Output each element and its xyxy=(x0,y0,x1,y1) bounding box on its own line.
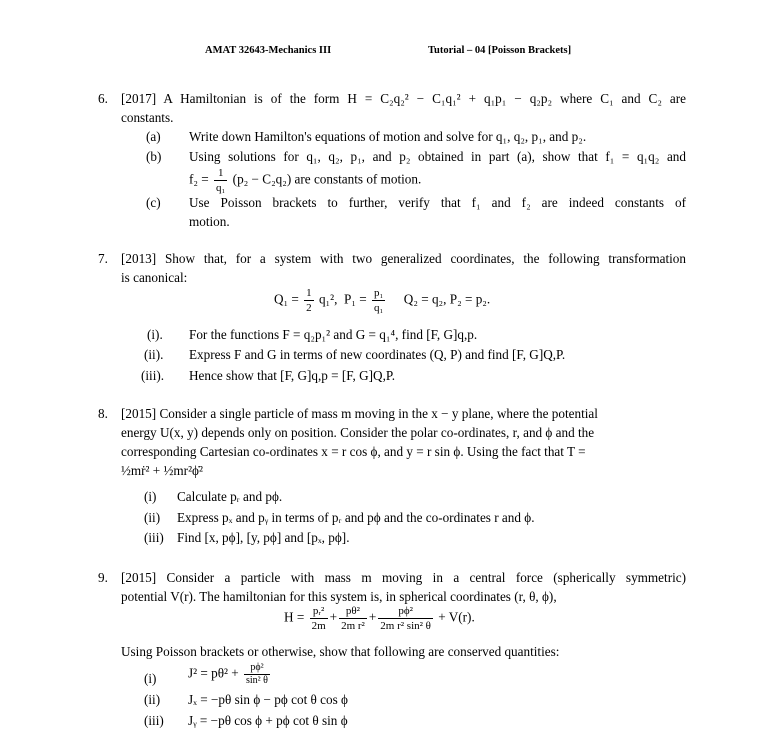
q6-number: 6. xyxy=(98,91,108,106)
q9-t3-num: pϕ² xyxy=(378,604,433,619)
q9-t2-den: 2m r² xyxy=(341,620,365,632)
q9-t1-den: 2m xyxy=(311,620,326,632)
q7-eq-half xyxy=(304,286,314,315)
q7-ii-text: Express F and G in terms of new coordinates (Q, P) and find [F, G]Q,P. xyxy=(189,347,566,362)
q6-b-label: (b) xyxy=(146,149,162,164)
q9-t3-den: 2m r² sin² θ xyxy=(380,620,431,632)
q9-number: 9. xyxy=(98,570,108,585)
q9-H-lhs: H = xyxy=(284,609,305,625)
q7-line1: [2013] Show that, for a system with two generalized coordinates, the following transformation xyxy=(121,251,686,266)
q7-transformation-equation xyxy=(274,286,490,315)
q7-eq-q1: q₁ xyxy=(373,302,384,314)
q9-term-pr xyxy=(310,604,328,633)
q8-line2: energy U(x, y) depends only on position. Consider the polar co-ordinates, r, and ϕ and the xyxy=(121,425,595,440)
q7-eq-half-den: 2 xyxy=(306,302,312,314)
q6-b-frac-den: q₁ xyxy=(216,182,226,194)
q8-iii-label: (iii) xyxy=(144,530,164,545)
q8-line1: [2015] Consider a single particle of mass m moving in the x − y plane, where the potential xyxy=(121,406,598,421)
q8-i-label: (i) xyxy=(144,489,157,504)
q6-line1: [2017] A Hamiltonian is of the form H = C₂q₂² − C₁q₁² + q₁p₁ − q₂p₂ where C₁ and C₂ are xyxy=(121,91,686,106)
course-title: AMAT 32643-Mechanics III xyxy=(205,45,332,56)
q7-eq-Q1: Q₁ = xyxy=(274,291,299,307)
q6-a-text: Write down Hamilton's equations of motion and solve for q₁, q₂, p₁, and p₂. xyxy=(189,129,587,144)
q6-b-f2: f₂ = xyxy=(189,171,209,187)
q9-ii-text: Jₓ = −pθ sin ϕ − pϕ cot θ cos ϕ xyxy=(188,692,348,707)
tutorial-title: Tutorial – 04 [Poisson Brackets] xyxy=(428,45,572,56)
q9-i-fraction xyxy=(244,662,270,687)
q8-line3: corresponding Cartesian co-ordinates x = r cos ϕ, and y = r sin ϕ. Using the fact that T = xyxy=(121,444,586,459)
q9-i-expression xyxy=(188,662,272,687)
q8-number: 8. xyxy=(98,406,108,421)
q7-number: 7. xyxy=(98,251,108,266)
q9-line1: [2015] Consider a particle with mass m moving in a central force (spherically symmetric) xyxy=(121,570,686,585)
q9-term-ptheta xyxy=(339,604,367,633)
q6-b-text2: (p₂ − C₂q₂) are constants of motion. xyxy=(232,171,422,187)
q9-ii-label: (ii) xyxy=(144,692,161,707)
q7-i-text: For the functions F = q₂p₁² and G = q₁⁴, find [F, G]q,p. xyxy=(189,327,478,342)
q7-eq-p1-over-q1 xyxy=(372,286,385,315)
q9-i-frac-num: pϕ² xyxy=(244,662,270,675)
q9-t2-num: pθ² xyxy=(339,604,367,619)
q6-b-fraction xyxy=(214,166,227,195)
q9-i-frac-den: sin² θ xyxy=(246,675,268,686)
q7-iii-text: Hence show that [F, G]q,p = [F, G]Q,P. xyxy=(189,368,396,383)
q8-ii-label: (ii) xyxy=(144,510,161,525)
q9-i-text: J² = pθ² + xyxy=(188,665,239,681)
q6-c-text1: Use Poisson brackets to further, verify that f₁ and f₂ are indeed constants of xyxy=(189,195,686,210)
q8-iii-text: Find [x, pϕ], [y, pϕ] and [pₓ, pϕ]. xyxy=(177,530,350,545)
q7-eq-p1: p₁ xyxy=(373,287,384,299)
q6-c-label: (c) xyxy=(146,195,161,210)
q6-b-line2 xyxy=(189,166,421,195)
q7-iii-label: (iii). xyxy=(141,368,165,383)
q6-c-text2: motion. xyxy=(189,214,230,229)
q7-eq-P1: P₁ = xyxy=(344,291,367,307)
q6-b-frac-num: 1 xyxy=(214,166,227,181)
q7-eq-half-num: 1 xyxy=(306,287,312,299)
q7-i-label: (i). xyxy=(147,327,163,342)
q9-line2: potential V(r). The hamiltonian for this system is, in spherical coordinates (r, θ, ϕ), xyxy=(121,589,557,604)
q6-b-text1: Using solutions for q₁, q₂, p₁, and p₂ obtained in part (a), show that f₁ = q₁q₂ and xyxy=(189,149,686,164)
q9-hamiltonian: H = $\frac{\text{pᵣ²}}{2m}$ + $\frac{\text{pθ²}}{\text{2m r²}}$ + $\frac{\text{pϕ²}}{\text{2m r² sin² θ}}$ + V(r). xyxy=(284,605,475,632)
q7-eq-q1sq: q₁², xyxy=(318,291,338,307)
q9-iii-label: (iii) xyxy=(144,713,164,728)
q9-iii-text: Jᵧ = −pθ cos ϕ + pϕ cot θ sin ϕ xyxy=(188,713,348,728)
q8-ii-text: Express pₓ and pᵧ in terms of pᵣ and pϕ and the co-ordinates r and ϕ. xyxy=(177,510,535,525)
q9-i-label: (i) xyxy=(144,671,157,686)
q8-i-text: Calculate pᵣ and pϕ. xyxy=(177,489,283,504)
q8-line4: ½mṙ² + ½mr²ϕ̇² xyxy=(121,463,203,478)
q7-line2: is canonical: xyxy=(121,270,188,285)
q6-line2: constants. xyxy=(121,110,174,125)
q7-ii-label: (ii). xyxy=(144,347,164,362)
q9-line3: Using Poisson brackets or otherwise, show that following are conserved quantities: xyxy=(121,644,560,659)
q6-a-label: (a) xyxy=(146,129,161,144)
q7-eq-rest: Q₂ = q₂, P₂ = p₂. xyxy=(403,291,491,307)
q9-t1-num: pᵣ² xyxy=(310,604,328,619)
q9-H-tail: + V(r). xyxy=(438,609,475,625)
q9-term-pphi xyxy=(378,604,433,633)
